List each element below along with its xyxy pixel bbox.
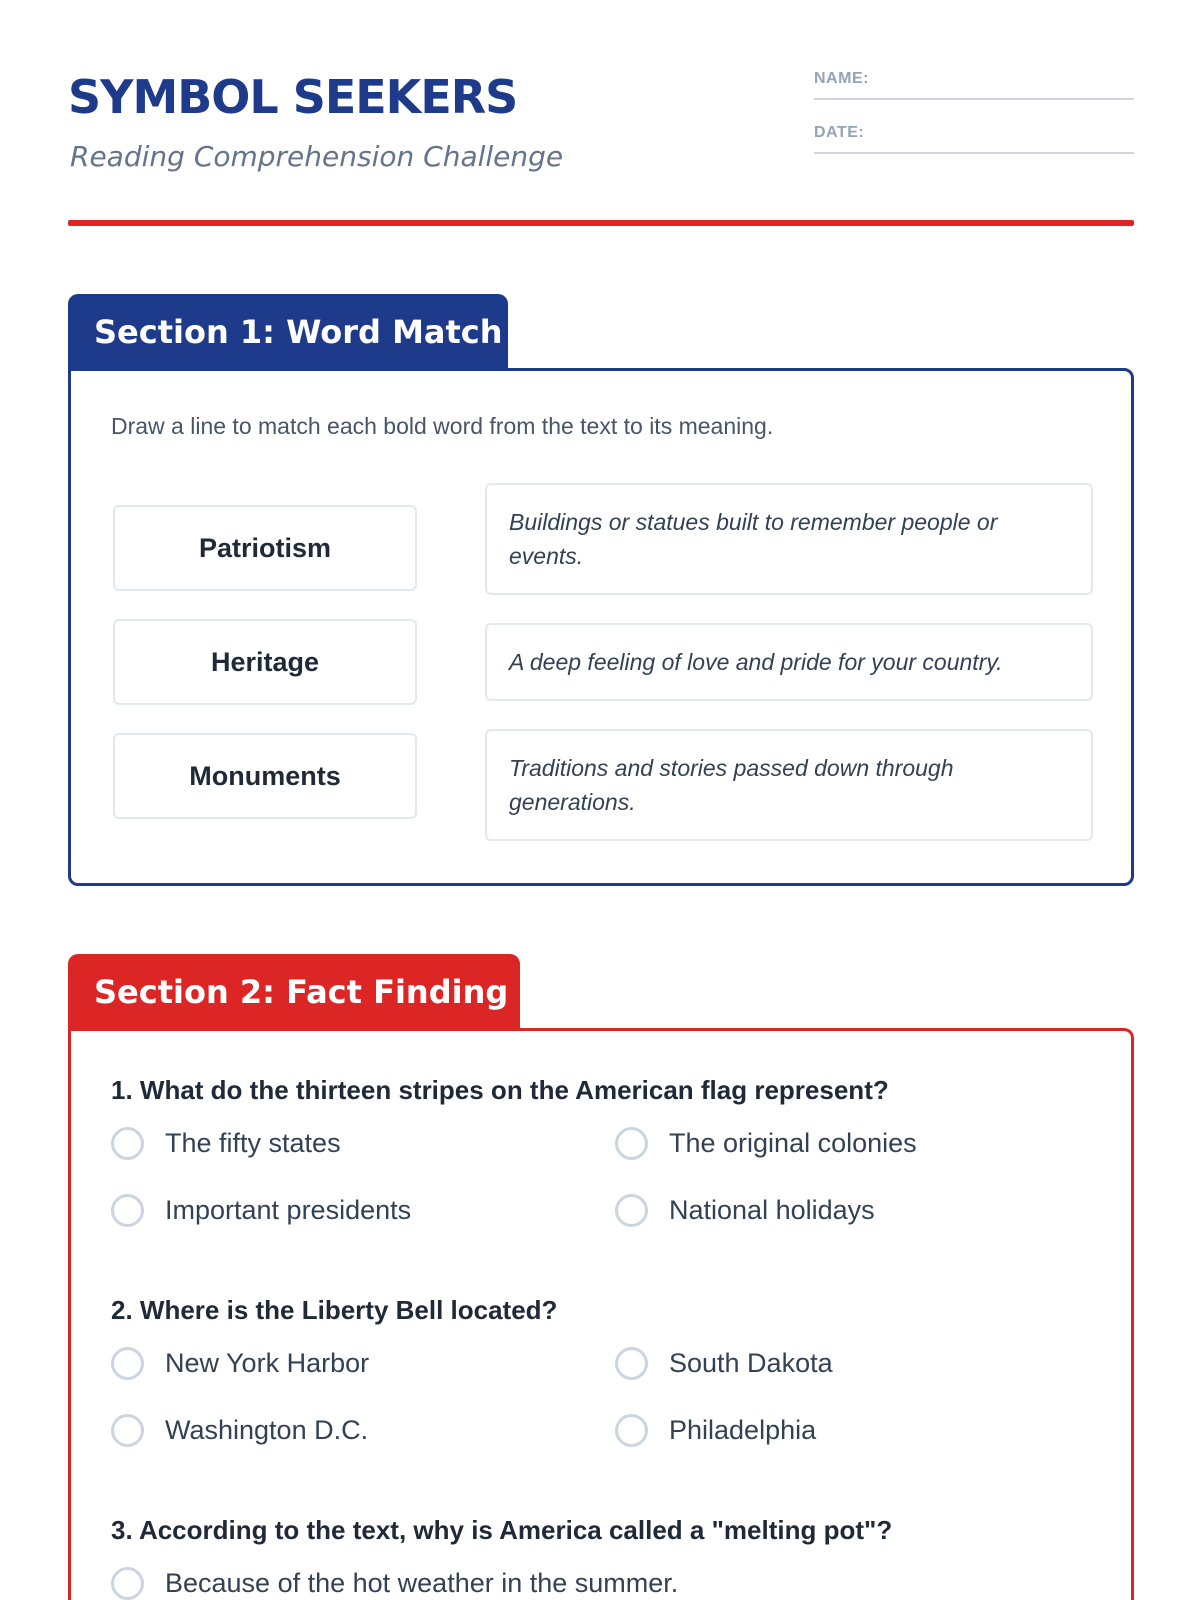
radio-button[interactable] [111, 1414, 144, 1447]
radio-button[interactable] [111, 1127, 144, 1160]
header-divider [68, 220, 1134, 226]
option-label: The original colonies [669, 1128, 917, 1158]
word-monuments[interactable]: Monuments [113, 733, 417, 819]
radio-button[interactable] [615, 1194, 648, 1227]
option-label: Because of the hot weather in the summer. [165, 1568, 679, 1598]
section-2-title: Section 2: Fact Finding [68, 954, 520, 1030]
name-label: NAME: [814, 70, 869, 87]
option-label: Washington D.C. [165, 1415, 369, 1445]
q2-option-b[interactable] [615, 1347, 833, 1380]
section-2-box [68, 1028, 1134, 1600]
date-label: DATE: [814, 124, 865, 141]
option-label: New York Harbor [165, 1348, 370, 1378]
option-label: National holidays [669, 1195, 875, 1225]
radio-button[interactable] [111, 1194, 144, 1227]
definition-buildings[interactable]: Buildings or statues built to remember people or events. [485, 483, 1093, 595]
definition-traditions[interactable]: Traditions and stories passed down through generations. [485, 729, 1093, 841]
option-label: Philadelphia [669, 1415, 817, 1445]
q1-option-c[interactable] [111, 1194, 411, 1227]
worksheet-header [68, 60, 1134, 230]
worksheet-subtitle: Reading Comprehension Challenge [70, 140, 564, 173]
option-label: South Dakota [669, 1348, 833, 1378]
question-3: 3. According to the text, why is America called a "melting pot"? [111, 1515, 893, 1545]
q2-option-c[interactable] [111, 1414, 368, 1447]
worksheet-title: SYMBOL SEEKERS [68, 70, 518, 124]
definition-love-pride[interactable]: A deep feeling of love and pride for your country. [485, 623, 1093, 701]
question-2: 2. Where is the Liberty Bell located? [111, 1295, 558, 1325]
section-1-box [68, 368, 1134, 886]
radio-button[interactable] [615, 1347, 648, 1380]
name-field[interactable] [814, 60, 1134, 100]
q1-option-b[interactable] [615, 1127, 917, 1160]
option-label: The fifty states [165, 1128, 341, 1158]
q2-option-a[interactable] [111, 1347, 369, 1380]
section-1-instructions: Draw a line to match each bold word from the text to its meaning. [111, 413, 774, 439]
radio-button[interactable] [111, 1347, 144, 1380]
q1-option-d[interactable] [615, 1194, 875, 1227]
section-1-title: Section 1: Word Match [68, 294, 508, 370]
radio-button[interactable] [615, 1414, 648, 1447]
word-patriotism[interactable]: Patriotism [113, 505, 417, 591]
q1-option-a[interactable] [111, 1127, 341, 1160]
option-label: Important presidents [165, 1195, 412, 1225]
date-field[interactable] [814, 114, 1134, 154]
q3-option-a[interactable] [111, 1567, 678, 1600]
word-heritage[interactable]: Heritage [113, 619, 417, 705]
radio-button[interactable] [615, 1127, 648, 1160]
radio-button[interactable] [111, 1567, 144, 1600]
q2-option-d[interactable] [615, 1414, 816, 1447]
question-1: 1. What do the thirteen stripes on the American flag represent? [111, 1075, 889, 1105]
